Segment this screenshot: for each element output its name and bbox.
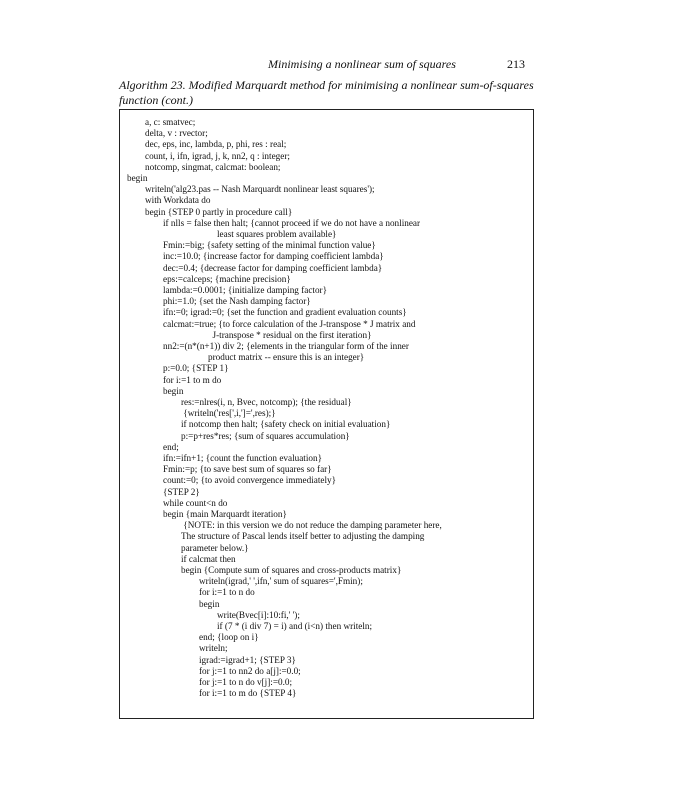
code-line: {NOTE: in this version we do not reduce the damping parameter here, <box>181 520 442 531</box>
code-line: begin {STEP 0 partly in procedure call} <box>145 206 293 217</box>
code-line: if calcmat then <box>181 553 236 564</box>
code-line: end; {loop on i} <box>199 632 259 643</box>
code-line: {STEP 2} <box>163 486 200 497</box>
code-line: writeln(igrad,' ',ifn,' sum of squares=',Fmin); <box>199 576 363 587</box>
code-line: ifn:=0; igrad:=0; {set the function and gradient evaluation counts} <box>163 307 407 318</box>
code-listing-box <box>119 109 534 719</box>
code-line: {writeln('res[',i,']=',res);} <box>181 408 276 419</box>
code-line: count, i, ifn, igrad, j, k, nn2, q : integer; <box>145 150 290 161</box>
code-line: with Workdata do <box>145 195 211 206</box>
code-line: while count<n do <box>163 497 228 508</box>
code-line: begin {main Marquardt iteration} <box>163 509 287 519</box>
algorithm-caption: Algorithm 23. Modified Marquardt method for minimising a nonlinear sum-of-squares function (cont.) <box>119 78 534 107</box>
code-line: eps:=calceps; {machine precision} <box>163 273 291 284</box>
code-line: least squares problem available} <box>217 229 337 239</box>
code-line: write(Bvec[i]:10:fi,' '); <box>217 609 300 620</box>
code-line: begin <box>127 173 148 183</box>
code-line: for i:=1 to n do <box>199 587 255 598</box>
code-line: p:=p+res*res; {sum of squares accumulation} <box>181 430 350 441</box>
code-line: product matrix -- ensure this is an integer} <box>208 352 365 363</box>
code-line: calcmat:=true; {to force calculation of the J-transpose * J matrix and <box>163 318 416 329</box>
code-line: writeln; <box>199 643 228 654</box>
page-header <box>0 57 685 73</box>
code-line: phi:=1.0; {set the Nash damping factor} <box>163 296 311 307</box>
code-line: if notcomp then halt; {safety check on initial evaluation} <box>181 419 391 430</box>
code-line: begin {Compute sum of squares and cross-products matrix} <box>181 565 402 575</box>
code-line: nn2:=(n*(n+1)) div 2; {elements in the triangular form of the inner <box>163 341 409 351</box>
code-line: for j:=1 to n do v[j]:=0.0; <box>199 677 293 687</box>
code-line: ifn:=ifn+1; {count the function evaluation} <box>163 453 323 463</box>
code-line: parameter below.} <box>181 542 249 553</box>
running-title: Minimising a nonlinear sum of squares <box>268 57 456 71</box>
code-line: inc:=10.0; {increase factor for damping coefficient lambda} <box>163 251 384 262</box>
code-line: dec, eps, inc, lambda, p, phi, res : real; <box>145 139 287 150</box>
code-line: delta, v : rvector; <box>145 128 208 139</box>
code-line: for i:=1 to m do <box>163 374 222 385</box>
code-line: end; <box>163 441 179 452</box>
code-line: dec:=0.4; {decrease factor for damping coefficient lambda} <box>163 262 383 273</box>
code-line: igrad:=igrad+1; {STEP 3} <box>199 654 296 665</box>
code-line: a, c: smatvec; <box>145 117 196 127</box>
code-line: J-transpose * residual on the first iteration} <box>212 329 372 340</box>
code-line: if nlls = false then halt; {cannot proceed if we do not have a nonlinear <box>163 217 421 228</box>
code-line: Fmin:=p; {to save best sum of squares so far} <box>163 464 332 475</box>
code-line: count:=0; {to avoid convergence immediately} <box>163 475 337 486</box>
code-line: The structure of Pascal lends itself better to adjusting the damping <box>181 531 425 542</box>
code-line: res:=nlres(i, n, Bvec, notcomp); {the residual} <box>181 397 352 407</box>
code-line: for i:=1 to m do {STEP 4} <box>199 688 297 699</box>
code-line: p:=0.0; {STEP 1} <box>163 363 229 374</box>
code-line: if (7 * (i div 7) = i) and (i<n) then writeln; <box>217 621 373 631</box>
code-line: begin <box>199 598 220 609</box>
page-number: 213 <box>507 57 525 71</box>
code-line: Fmin:=big; {safety setting of the minimal function value} <box>163 240 376 251</box>
code-line: lambda:=0.0001; {initialize damping factor} <box>163 285 328 295</box>
code-line: for j:=1 to nn2 do a[j]:=0.0; <box>199 665 301 676</box>
code-line: writeln('alg23.pas -- Nash Marquardt nonlinear least squares'); <box>145 184 375 195</box>
code-line: notcomp, singmat, calcmat: boolean; <box>145 161 281 172</box>
code-line: begin <box>163 385 184 396</box>
